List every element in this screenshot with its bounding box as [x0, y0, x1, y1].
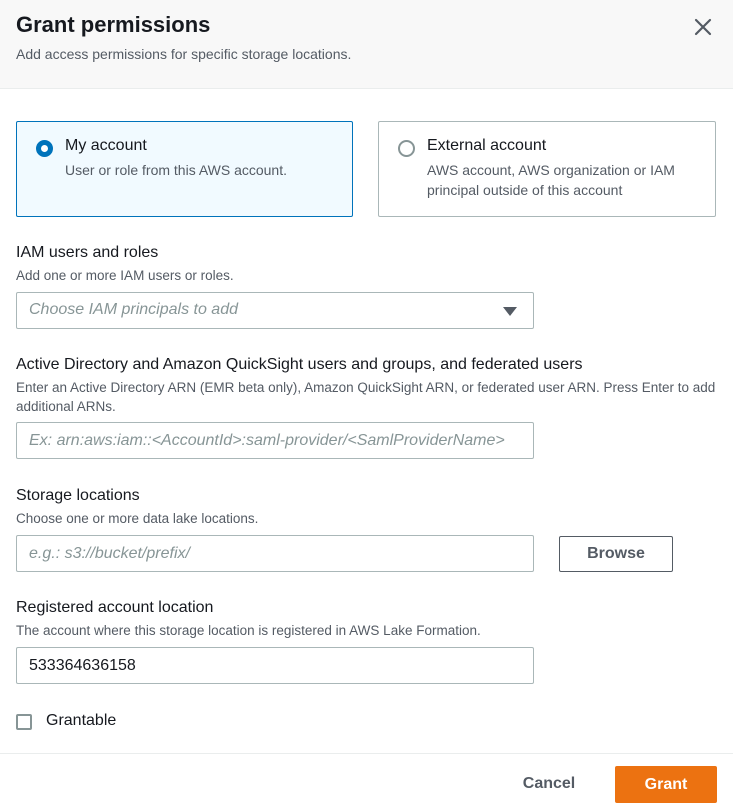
ad-arn-input[interactable] [16, 422, 534, 459]
storage-label: Storage locations [16, 487, 140, 504]
modal-subtitle: Add access permissions for specific storage locations. [16, 46, 352, 62]
iam-principals-placeholder: Choose IAM principals to add [29, 301, 238, 318]
ad-description: Enter an Active Directory ARN (EMR beta only), Amazon QuickSight ARN, or federated user ARN. Press Enter to add additional ARNs. [16, 380, 716, 414]
close-icon-glyph [689, 13, 717, 41]
footer-divider [0, 753, 733, 754]
close-icon[interactable] [689, 13, 717, 41]
external-account-description: AWS account, AWS organization or IAM principal outside of this account [427, 162, 675, 198]
storage-description: Choose one or more data lake locations. [16, 511, 259, 526]
external-account-option[interactable] [378, 121, 716, 217]
registered-label: Registered account location [16, 599, 214, 616]
storage-location-input[interactable] [16, 535, 534, 572]
modal-title: Grant permissions [16, 12, 211, 37]
my-account-option[interactable] [16, 121, 353, 217]
external-account-radio[interactable] [398, 140, 415, 157]
my-account-radio[interactable] [36, 140, 53, 157]
registered-account-input[interactable] [16, 647, 534, 684]
my-account-description: User or role from this AWS account. [65, 162, 287, 178]
iam-description: Add one or more IAM users or roles. [16, 268, 234, 283]
cancel-button[interactable]: Cancel [505, 766, 593, 802]
iam-label: IAM users and roles [16, 244, 159, 261]
grant-button[interactable]: Grant [615, 766, 717, 803]
grantable-checkbox[interactable] [16, 714, 32, 730]
caret-down-icon [503, 307, 517, 316]
external-account-title: External account [427, 137, 547, 154]
iam-principals-select[interactable] [16, 292, 534, 329]
ad-label: Active Directory and Amazon QuickSight users and groups, and federated users [16, 356, 583, 373]
browse-button[interactable]: Browse [559, 536, 673, 572]
modal-header [0, 0, 733, 89]
registered-description: The account where this storage location is registered in AWS Lake Formation. [16, 623, 481, 638]
grantable-label: Grantable [46, 712, 117, 729]
my-account-title: My account [65, 137, 147, 154]
